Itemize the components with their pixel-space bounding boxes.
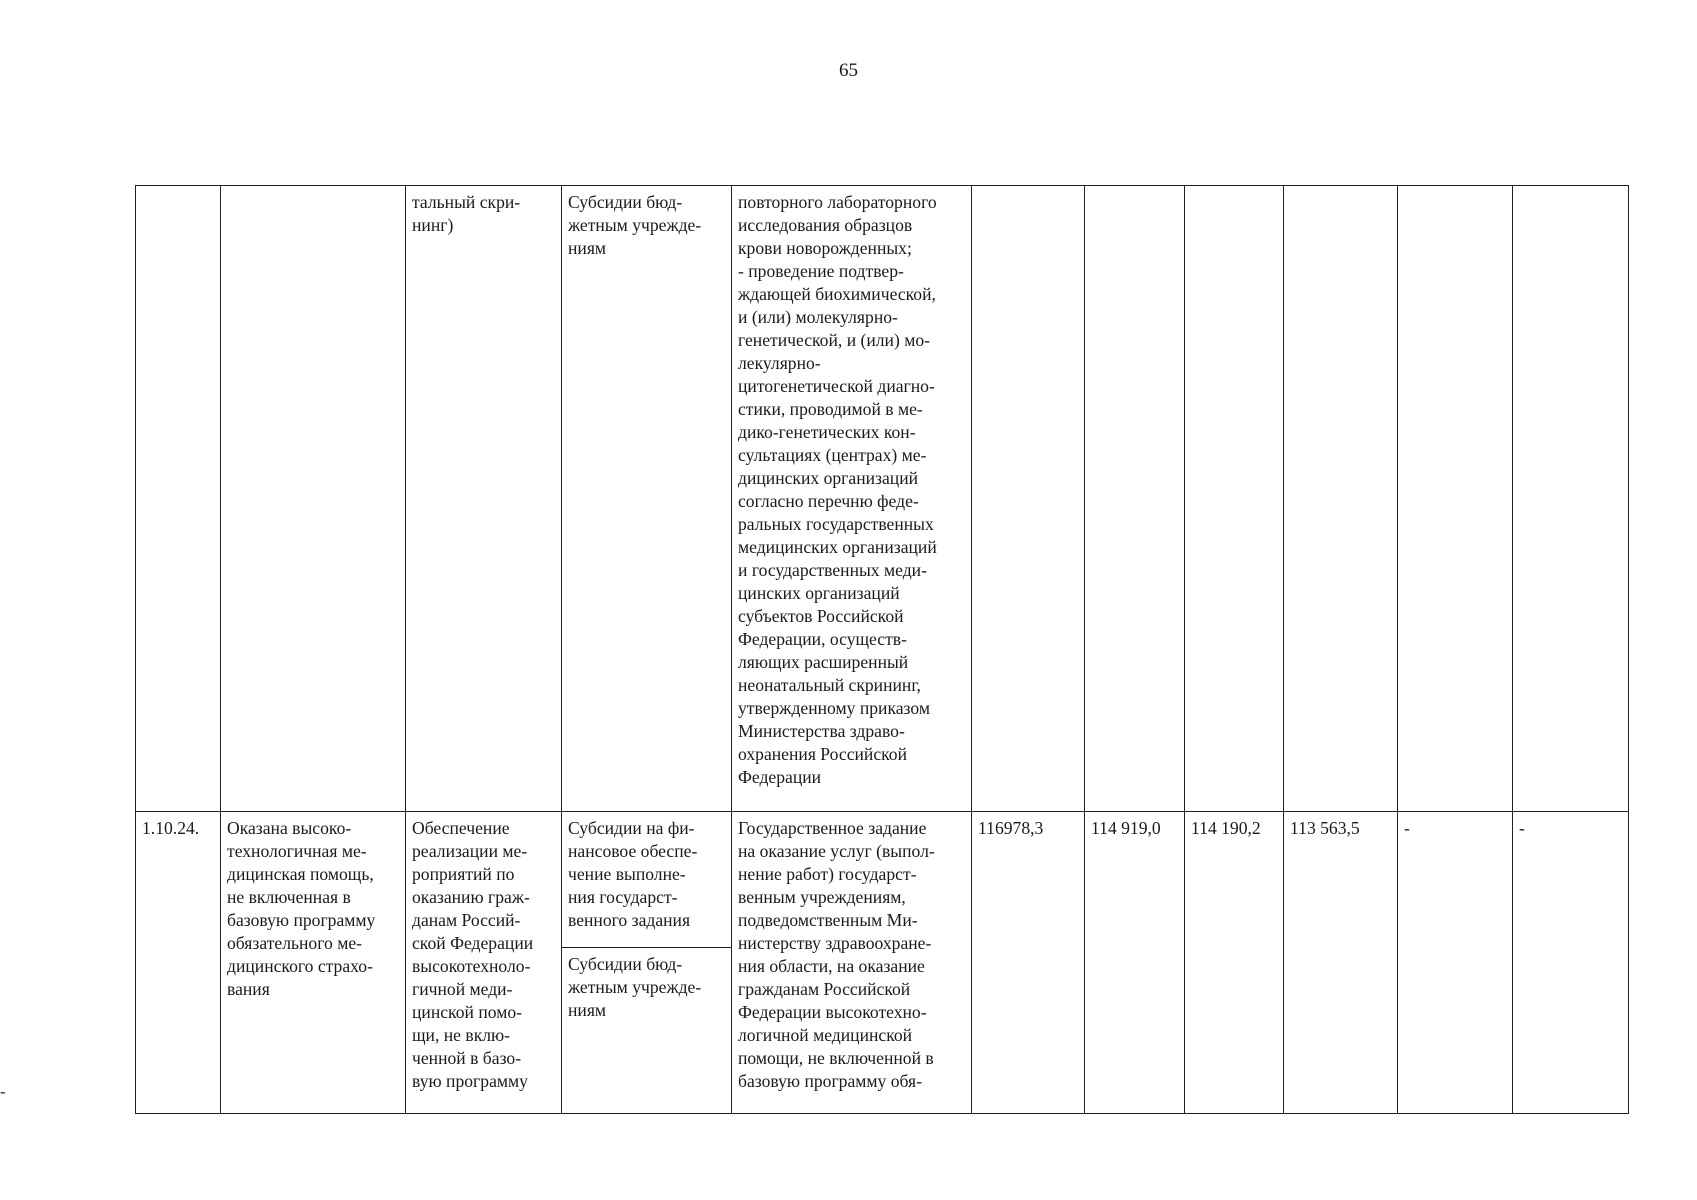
funding-subtable bbox=[562, 812, 731, 1026]
row-funding-source: Субсидии бюд- жетным учрежде- ниям bbox=[562, 186, 732, 812]
row-result bbox=[221, 186, 406, 812]
row-number bbox=[136, 186, 221, 812]
row-description: повторного лабораторного исследования образцов крови новорожденных; - проведение подтвер- ждающей биохимической, и (или) молекулярно- генетической, и (или) мо- лекулярно- цитогенетической диагно- стики, проводимой в ме- дико-генетических кон- сультациях (центрах) ме- дицинских организаций согласно перечню феде- ральных государственных медицинских организаций и государственных меди- цинских организаций субъектов Российской Федерации, осуществ- ляющих расширенный неонатальный скрининг, утвержденному приказом Министерства здраво- охранения Российской Федерации bbox=[732, 186, 972, 812]
row-value-1: 116978,3 bbox=[972, 812, 1085, 1114]
row-value-5: - bbox=[1398, 812, 1513, 1114]
row-funding-sources bbox=[562, 812, 732, 1114]
row-value-4 bbox=[1284, 186, 1398, 812]
row-activity: Обеспечение реализации ме- роприятий по оказанию граж- данам Россий- ской Федерации высокотехноло- гичной меди- цинской помо- щи, не вклю- ченной в базо- вую программу bbox=[406, 812, 562, 1114]
page-number: 65 bbox=[839, 60, 858, 81]
table-row bbox=[136, 812, 1629, 1114]
row-value-6: - bbox=[1513, 812, 1629, 1114]
row-activity: тальный скри- нинг) bbox=[406, 186, 562, 812]
funding-source-2: Субсидии бюд- жетным учрежде- ниям bbox=[568, 954, 702, 1020]
row-value-4: 113 563,5 bbox=[1284, 812, 1398, 1114]
budget-table bbox=[135, 185, 1629, 1114]
row-result: Оказана высоко- технологичная ме- дицинская помощь, не включенная в базовую программу обязательного ме- дицинского страхо- вания bbox=[221, 812, 406, 1114]
funding-source-1: Субсидии на фи- нансовое обеспе- чение выполне- ния государст- венного задания bbox=[562, 812, 731, 948]
margin-mark: - bbox=[0, 1082, 6, 1101]
row-number: 1.10.24. bbox=[136, 812, 221, 1114]
row-value-5 bbox=[1398, 186, 1513, 812]
row-value-2: 114 919,0 bbox=[1085, 812, 1185, 1114]
row-description: Государственное задание на оказание услуг (выпол- нение работ) государст- венным учреждениям, подведомственным Ми- нистерству здравоохране- ния области, на оказание гражданам Российской Федерации высокотехно- логичной медицинской помощи, не включенной в базовую программу обя- bbox=[732, 812, 972, 1114]
row-value-2 bbox=[1085, 186, 1185, 812]
table-row bbox=[136, 186, 1629, 812]
row-value-3: 114 190,2 bbox=[1185, 812, 1284, 1114]
row-value-3 bbox=[1185, 186, 1284, 812]
row-value-1 bbox=[972, 186, 1085, 812]
row-value-6 bbox=[1513, 186, 1629, 812]
